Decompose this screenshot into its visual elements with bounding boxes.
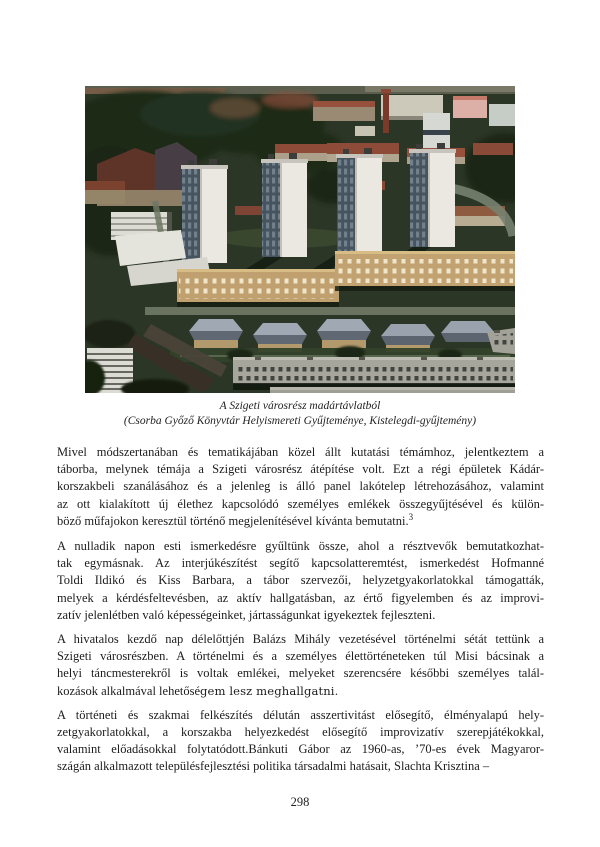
text-line bbox=[57, 665, 544, 682]
text-segment: zatív jelenlétben való képességeinket, jártasságunkat igyekeztek fejleszteni. bbox=[57, 607, 436, 622]
text-segment: A történeti és szakmai felkészítés délután asszertivitást elősegítő, élményalapú hely- bbox=[57, 707, 544, 722]
text-line bbox=[57, 478, 544, 495]
text-line bbox=[57, 741, 544, 758]
text-line bbox=[57, 590, 544, 607]
text-line bbox=[57, 538, 544, 555]
text-segment: melyek a kérdésfeltevésben, az aktív hallgatásban, az értő figyelemben és az improvi- bbox=[57, 590, 544, 605]
text-line bbox=[57, 496, 544, 513]
text-segment: táborba, melynek témája a Szigeti városrész átépítése volt. Ezt a régi épületek Kádár- bbox=[57, 462, 544, 477]
paragraph bbox=[57, 631, 544, 700]
footnote-marker: 3 bbox=[408, 512, 414, 523]
text-segment: szágán alkalmazott településfejlesztési politika társadalmi hatásait, Slachta Krisztina – bbox=[57, 759, 490, 774]
text-line bbox=[57, 724, 544, 741]
text-segment: tak egymásnak. Az interjúkészítést segítő kapcsolatteremtést, ismerkedést Hofmanné bbox=[57, 556, 544, 571]
text-segment: helyi táncmesterekről is voltak emlékei, melyeket szerencsére későbbi személyes talál- bbox=[57, 666, 544, 681]
text-line bbox=[57, 461, 544, 478]
paragraph bbox=[57, 444, 544, 531]
text-line bbox=[57, 683, 544, 700]
text-segment: gem lesz meghallgatni. bbox=[200, 683, 339, 698]
body-text bbox=[57, 444, 544, 783]
text-line bbox=[57, 607, 544, 624]
text-segment: kozások alkalmával lehetősé bbox=[57, 683, 200, 698]
paragraph bbox=[57, 707, 544, 776]
text-segment: zetgyakorlatokkal, a korszakba helyezkedést elősegítő improvizatív szerepjátékokkal, bbox=[57, 725, 544, 740]
text-segment: A hivatalos kezdő nap délelőttjén Balázs Mihály vezetésével történelmi sétát tettünk a bbox=[57, 632, 544, 647]
figure-caption-line1: A Szigeti városrész madártávlatból bbox=[219, 400, 381, 412]
text-line bbox=[57, 555, 544, 572]
text-segment: A nulladik napon esti ismerkedésre gyűltünk össze, ahol a résztvevők bemutatkozhat- bbox=[57, 539, 544, 554]
figure-caption bbox=[0, 399, 600, 428]
text-line bbox=[57, 758, 544, 775]
photo-road bbox=[145, 307, 515, 315]
text-segment: az ott kialakított új élethez kapcsolódó személyes emlékek összegyűjtésével és külön- bbox=[57, 496, 544, 511]
aerial-photo bbox=[85, 86, 515, 393]
text-line bbox=[57, 648, 544, 665]
text-segment: Szigeti városrészben. A történelmi és a személyes élettörténeteken túl Misi bácsinak a bbox=[57, 649, 544, 664]
text-line bbox=[57, 513, 544, 531]
text-segment: Mivel módszertanában és tematikájában közel állt kutatási témámhoz, jelentkeztem a bbox=[57, 445, 544, 459]
text-segment: korszakbeli szanálásához és a jelenleg is álló panel lakótelep létrehozásához, valamint bbox=[57, 479, 544, 494]
text-segment: Toldi Ildikó és Kiss Barbara, a tábor szervezői, helyzetgyakorlatokkal támogatták, bbox=[57, 573, 544, 588]
text-segment: böző műfajokon keresztül történő megjelenítésével kívánta bemutatni. bbox=[57, 513, 409, 528]
text-line bbox=[57, 631, 544, 648]
text-segment: valamint előadásokkal folytatódott.Bánkuti Gábor az 1960-as, ’70-es évek Magyaror- bbox=[57, 742, 544, 757]
paragraph bbox=[57, 538, 544, 624]
text-line bbox=[57, 707, 544, 724]
text-line bbox=[57, 444, 544, 461]
text-line bbox=[57, 572, 544, 589]
figure-caption-line2: (Csorba Győző Könyvtár Helyismereti Gyűjteménye, Kistelegdi-gyűjtemény) bbox=[123, 414, 477, 427]
page-number: 298 bbox=[290, 795, 310, 809]
